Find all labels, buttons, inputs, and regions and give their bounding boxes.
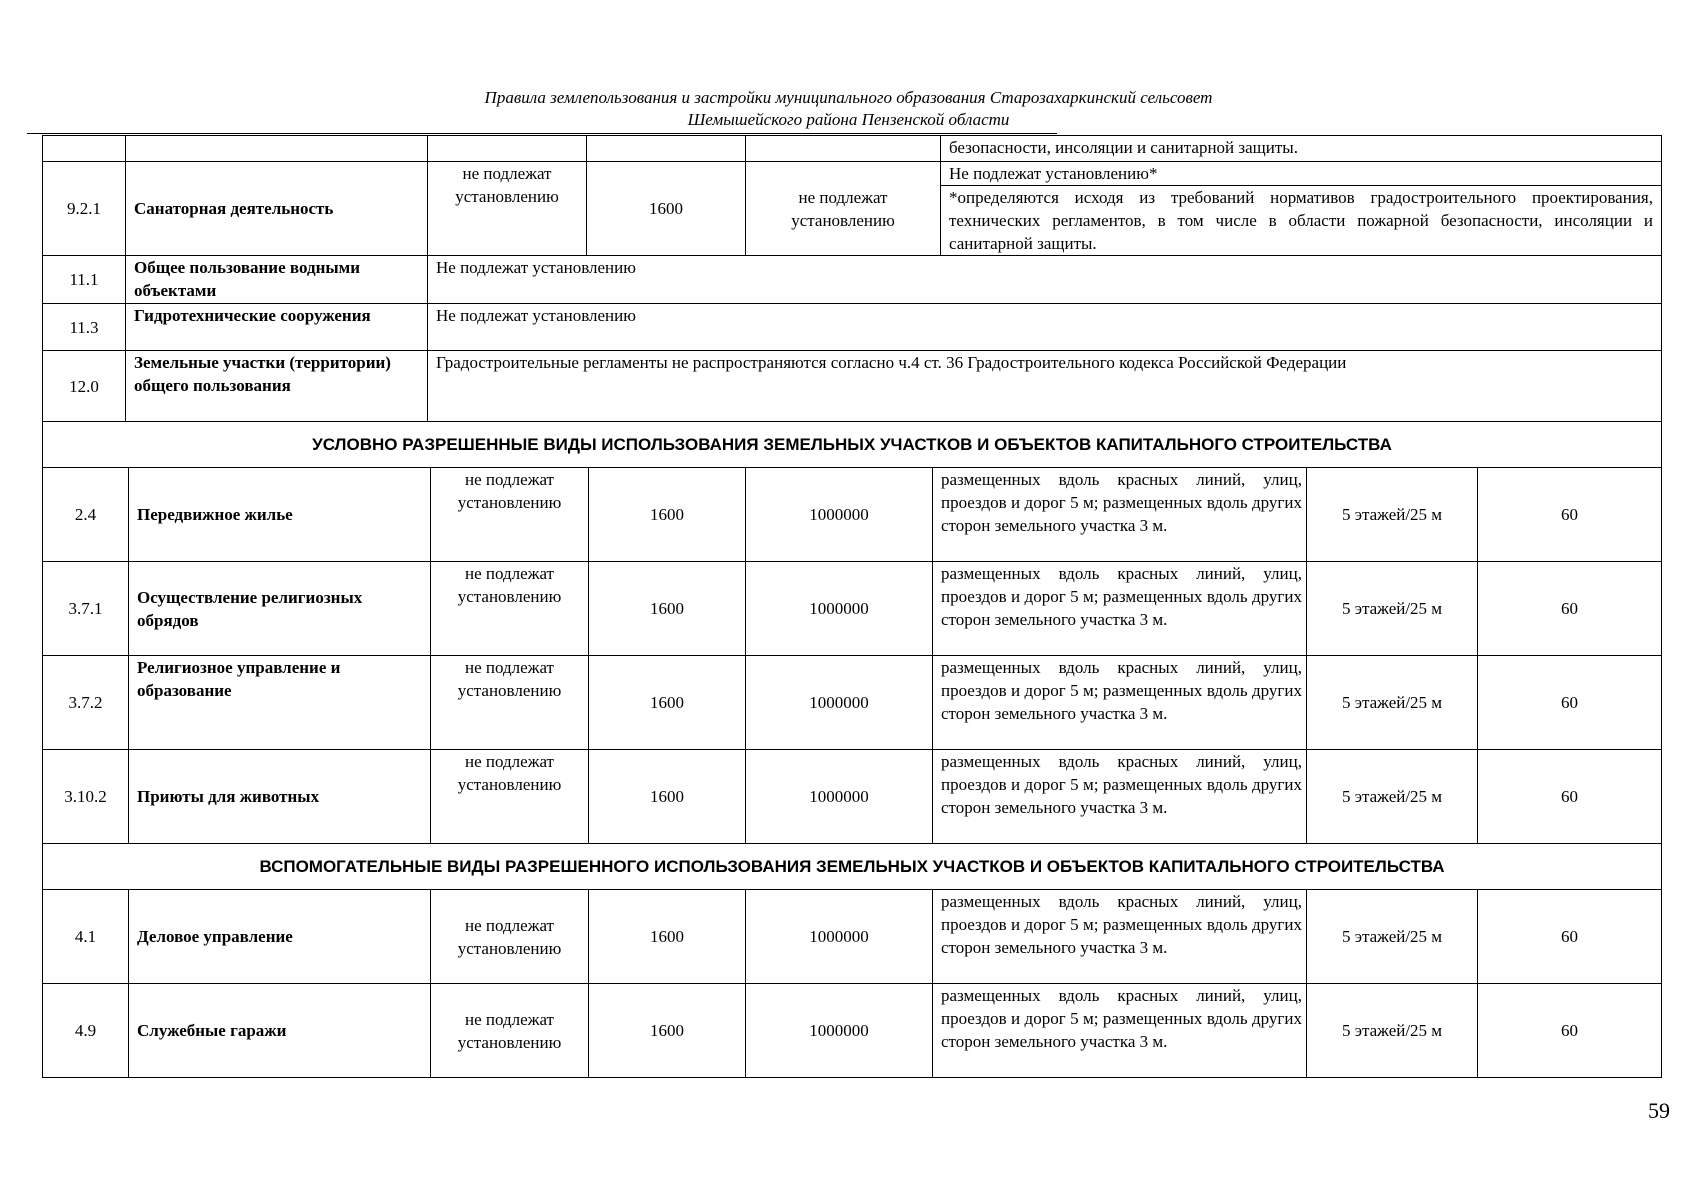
param-cell: не подлежат установлению bbox=[431, 468, 589, 562]
section-header-row bbox=[43, 422, 1662, 468]
min-area-cell: 1600 bbox=[589, 656, 746, 750]
setback-cell: размещенных вдоль красных линий, улиц, проездов и дорог 5 м; размещенных вдоль других сторон земельного участка 3 м. bbox=[933, 562, 1307, 656]
param-cell: не подлежат установлению bbox=[431, 890, 589, 984]
regulations-table-lower bbox=[42, 421, 1662, 1078]
name-cell: Служебные гаражи bbox=[129, 984, 431, 1078]
table-row bbox=[43, 256, 1662, 304]
max-area-cell: 1000000 bbox=[746, 750, 933, 844]
table-row bbox=[43, 890, 1662, 984]
name-cell: Деловое управление bbox=[129, 890, 431, 984]
code-cell: 9.2.1 bbox=[43, 162, 126, 256]
param-cell: не подлежат установлению bbox=[431, 562, 589, 656]
table-row bbox=[43, 562, 1662, 656]
code-cell: 11.1 bbox=[43, 256, 126, 304]
max-area-cell: 1000000 bbox=[746, 468, 933, 562]
note-cell bbox=[941, 162, 1662, 256]
min-area-cell: 1600 bbox=[589, 562, 746, 656]
coverage-cell: 60 bbox=[1478, 890, 1662, 984]
min-area-cell: 1600 bbox=[589, 984, 746, 1078]
header-rule bbox=[27, 133, 1057, 134]
page-number: 59 bbox=[1648, 1098, 1670, 1123]
regulations-table-upper bbox=[42, 135, 1662, 422]
merged-text-cell: Градостроительные регламенты не распространяются согласно ч.4 ст. 36 Градостроительного кодекса Российской Федерации bbox=[428, 351, 1662, 422]
min-area-cell: 1600 bbox=[587, 162, 746, 256]
name-cell: Общее пользование водными объектами bbox=[126, 256, 428, 304]
max-area-cell: 1000000 bbox=[746, 656, 933, 750]
note-title: Не подлежат установлению* bbox=[941, 162, 1661, 186]
continued-text: безопасности, инсоляции и санитарной защиты. bbox=[941, 136, 1662, 162]
document-header-line1: Правила землепользования и застройки муниципального образования Старозахаркинский сельсовет bbox=[484, 88, 1213, 107]
max-area-cell: 1000000 bbox=[746, 562, 933, 656]
max-area-cell: 1000000 bbox=[746, 890, 933, 984]
param-cell: не подлежат установлению bbox=[431, 656, 589, 750]
floors-cell: 5 этажей/25 м bbox=[1307, 750, 1478, 844]
table-row bbox=[43, 304, 1662, 351]
name-cell: Осуществление религиозных обрядов bbox=[129, 562, 431, 656]
code-cell: 4.9 bbox=[43, 984, 129, 1078]
name-cell: Земельные участки (территории) общего пользования bbox=[126, 351, 428, 422]
code-cell: 3.7.2 bbox=[43, 656, 129, 750]
table-row bbox=[43, 750, 1662, 844]
table-row bbox=[43, 468, 1662, 562]
param-cell: не подлежат установлению bbox=[431, 750, 589, 844]
empty-cell bbox=[126, 136, 428, 162]
code-cell: 3.7.1 bbox=[43, 562, 129, 656]
coverage-cell: 60 bbox=[1478, 468, 1662, 562]
coverage-cell: 60 bbox=[1478, 656, 1662, 750]
merged-text-cell: Не подлежат установлению bbox=[428, 304, 1662, 351]
coverage-cell: 60 bbox=[1478, 562, 1662, 656]
code-cell: 2.4 bbox=[43, 468, 129, 562]
table-row bbox=[43, 162, 1662, 256]
floors-cell: 5 этажей/25 м bbox=[1307, 468, 1478, 562]
coverage-cell: 60 bbox=[1478, 750, 1662, 844]
param-cell: не подлежат установлению bbox=[431, 984, 589, 1078]
name-cell: Передвижное жилье bbox=[129, 468, 431, 562]
section-conditional-title: УСЛОВНО РАЗРЕШЕННЫЕ ВИДЫ ИСПОЛЬЗОВАНИЯ ЗЕМЕЛЬНЫХ УЧАСТКОВ И ОБЪЕКТОВ КАПИТАЛЬНОГО СТРОИТЕЛЬСТВА bbox=[43, 422, 1662, 468]
empty-cell bbox=[587, 136, 746, 162]
code-cell: 3.10.2 bbox=[43, 750, 129, 844]
name-cell: Гидротехнические сооружения bbox=[126, 304, 428, 351]
max-area-cell: 1000000 bbox=[746, 984, 933, 1078]
setback-cell: размещенных вдоль красных линий, улиц, проездов и дорог 5 м; размещенных вдоль других сторон земельного участка 3 м. bbox=[933, 656, 1307, 750]
section-header-row bbox=[43, 844, 1662, 890]
setback-cell: размещенных вдоль красных линий, улиц, проездов и дорог 5 м; размещенных вдоль других сторон земельного участка 3 м. bbox=[933, 890, 1307, 984]
empty-cell bbox=[428, 136, 587, 162]
floors-cell: 5 этажей/25 м bbox=[1307, 562, 1478, 656]
name-cell: Религиозное управление и образование bbox=[129, 656, 431, 750]
floors-cell: 5 этажей/25 м bbox=[1307, 984, 1478, 1078]
min-area-cell: 1600 bbox=[589, 890, 746, 984]
table-row bbox=[43, 984, 1662, 1078]
table-row bbox=[43, 656, 1662, 750]
floors-cell: 5 этажей/25 м bbox=[1307, 890, 1478, 984]
coverage-cell: 60 bbox=[1478, 984, 1662, 1078]
note-text: *определяются исходя из требований нормативов градостроительного проектирования, технических регламентов, в том числе в области пожарной безопасности, инсоляции и санитарной защиты. bbox=[949, 188, 1653, 253]
floors-cell: 5 этажей/25 м bbox=[1307, 656, 1478, 750]
setback-cell: размещенных вдоль красных линий, улиц, проездов и дорог 5 м; размещенных вдоль других сторон земельного участка 3 м. bbox=[933, 984, 1307, 1078]
code-cell: 4.1 bbox=[43, 890, 129, 984]
setback-cell: размещенных вдоль красных линий, улиц, проездов и дорог 5 м; размещенных вдоль других сторон земельного участка 3 м. bbox=[933, 468, 1307, 562]
min-area-cell: 1600 bbox=[589, 468, 746, 562]
table-row bbox=[43, 351, 1662, 422]
empty-cell bbox=[746, 136, 941, 162]
min-area-cell: 1600 bbox=[589, 750, 746, 844]
max-area-cell: не подлежат установлению bbox=[746, 162, 941, 256]
name-cell: Приюты для животных bbox=[129, 750, 431, 844]
document-header-line2: Шемышейского района Пензенской области bbox=[687, 110, 1010, 129]
param-cell: не подлежат установлению bbox=[428, 162, 587, 256]
setback-cell: размещенных вдоль красных линий, улиц, проездов и дорог 5 м; размещенных вдоль других сторон земельного участка 3 м. bbox=[933, 750, 1307, 844]
section-auxiliary-title: ВСПОМОГАТЕЛЬНЫЕ ВИДЫ РАЗРЕШЕННОГО ИСПОЛЬЗОВАНИЯ ЗЕМЕЛЬНЫХ УЧАСТКОВ И ОБЪЕКТОВ КАПИТАЛЬНОГО СТРОИТЕЛЬСТВА bbox=[43, 844, 1662, 890]
code-cell: 11.3 bbox=[43, 304, 126, 351]
merged-text-cell: Не подлежат установлению bbox=[428, 256, 1662, 304]
name-cell: Санаторная деятельность bbox=[126, 162, 428, 256]
table-row bbox=[43, 136, 1662, 162]
empty-cell bbox=[43, 136, 126, 162]
code-cell: 12.0 bbox=[43, 351, 126, 422]
